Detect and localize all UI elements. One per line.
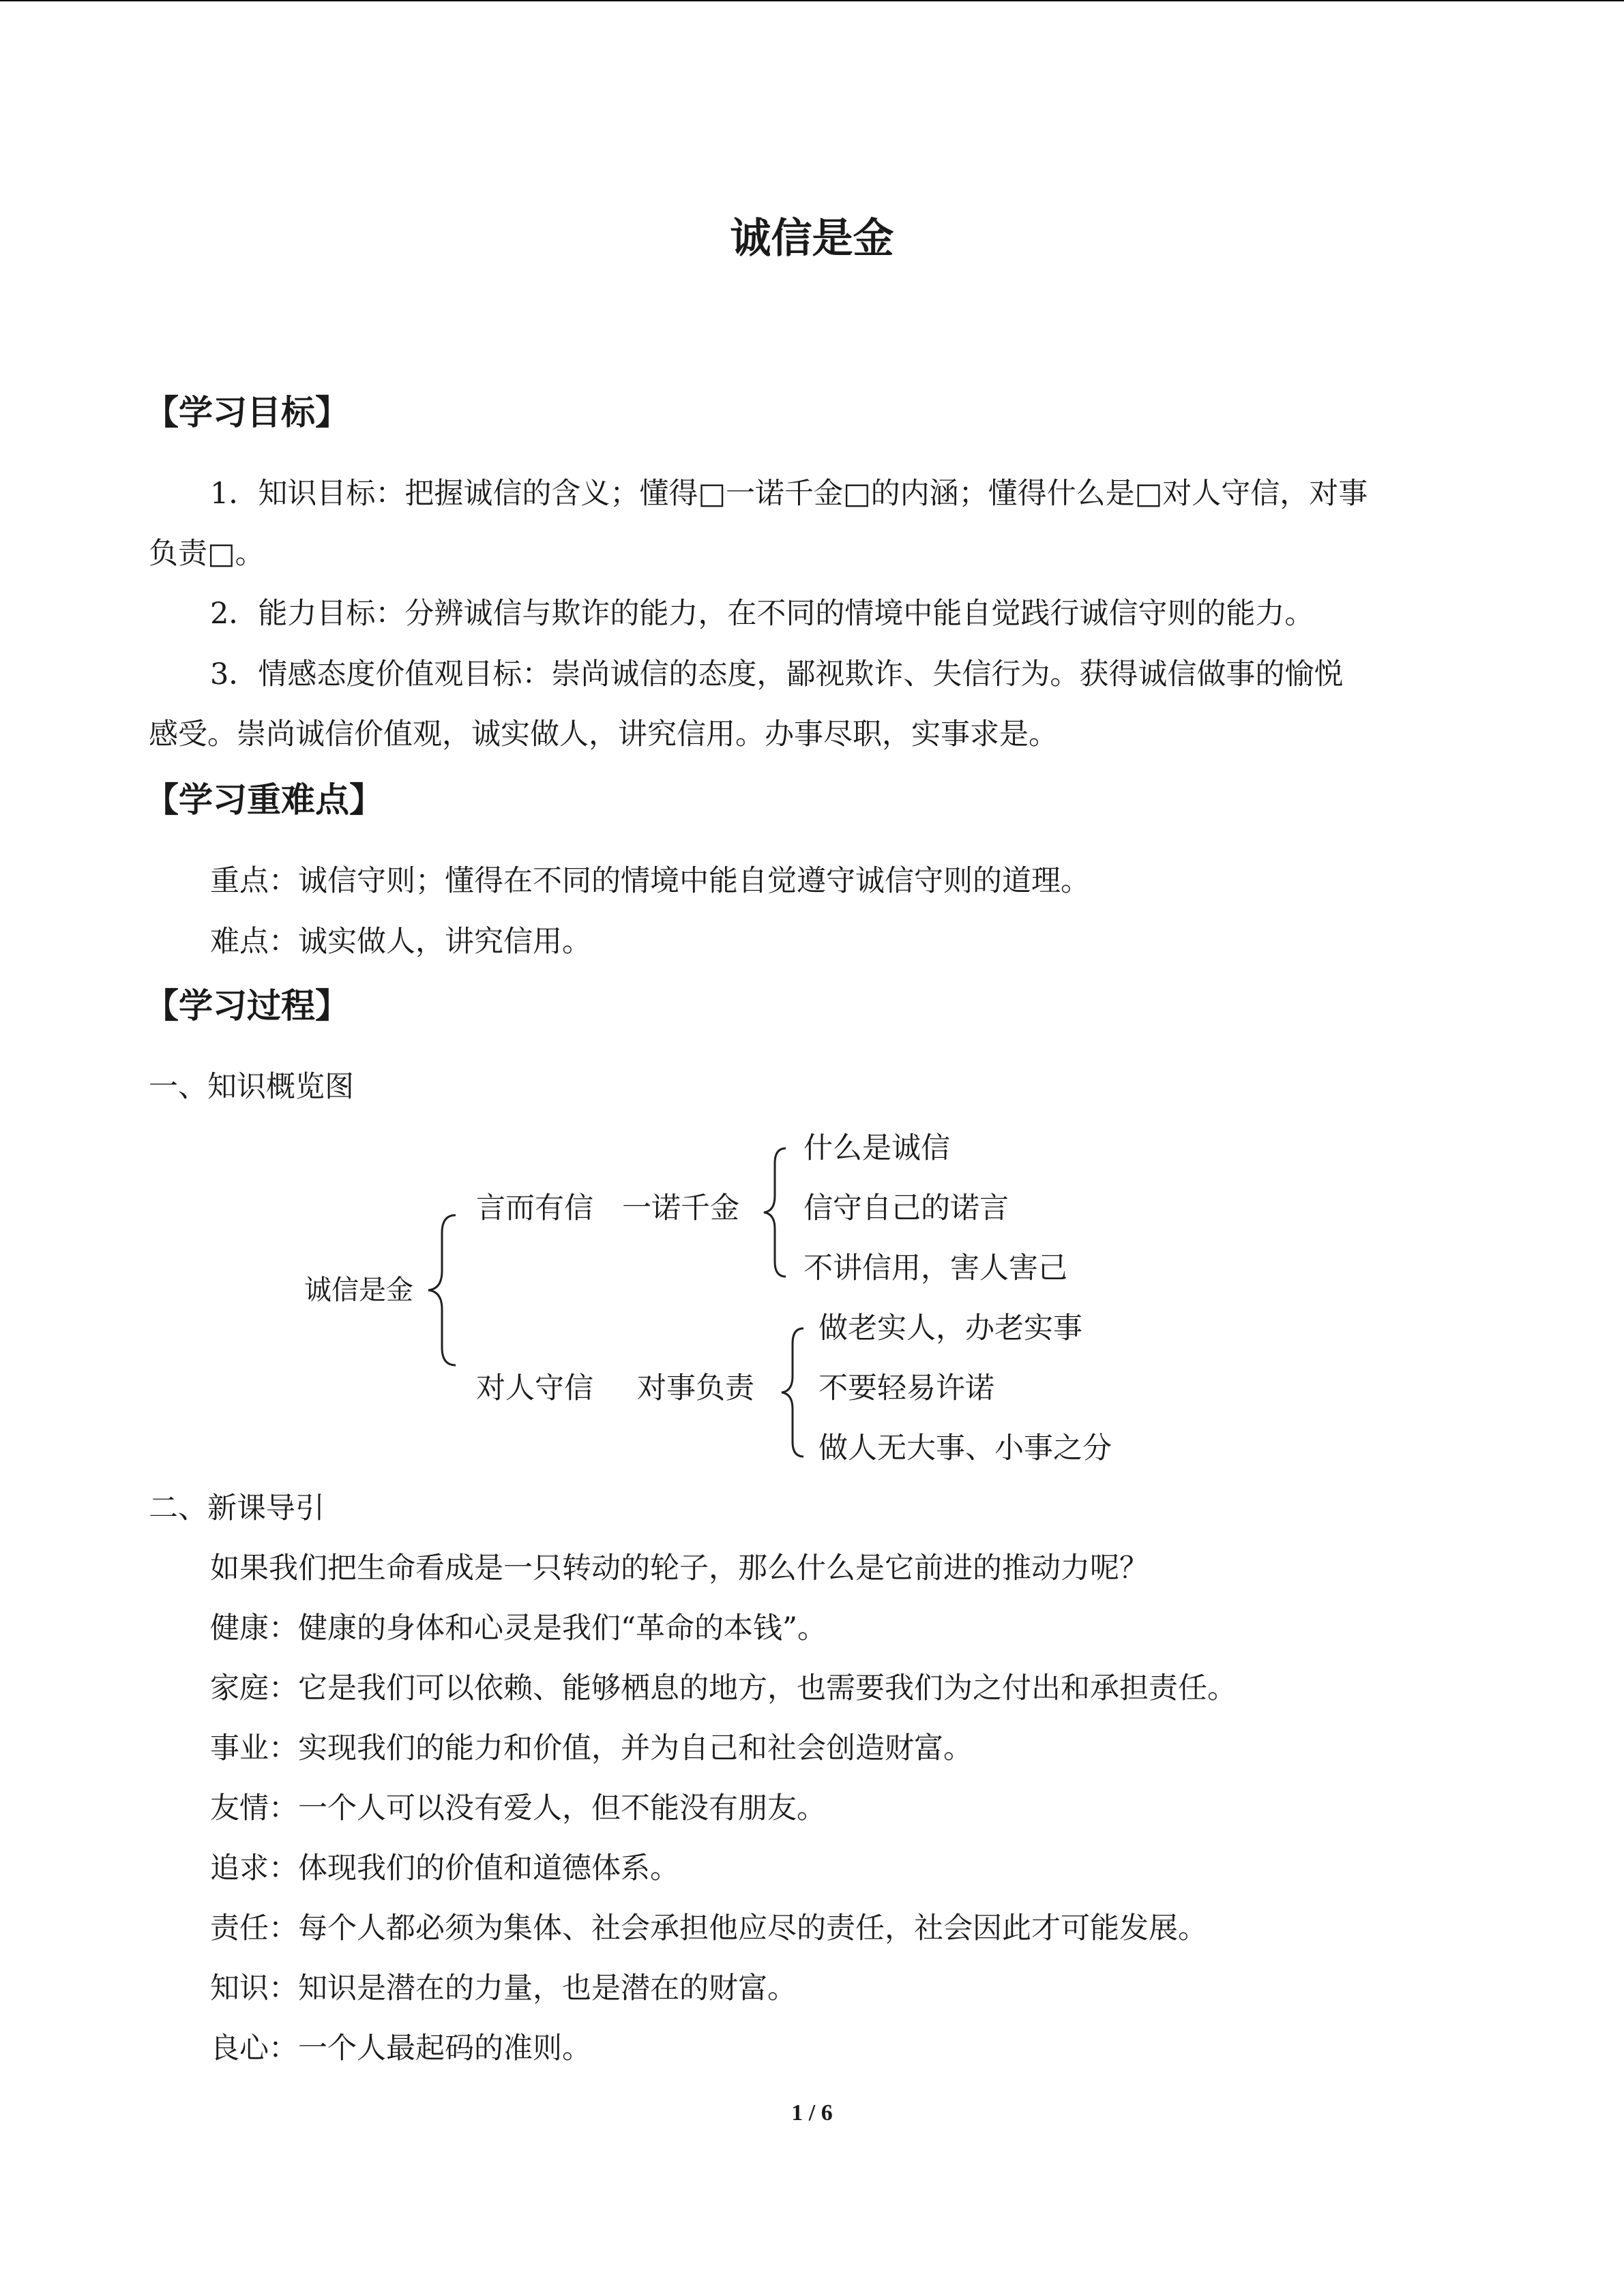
intro-line: 追求：体现我们的价值和道德体系。: [210, 1851, 679, 1885]
section-objectives-heading: 【学习目标】: [145, 393, 349, 432]
branch-1-item-1: 什么是诚信: [803, 1131, 950, 1165]
intro-line: 责任：每个人都必须为集体、社会承担他应尽的责任，社会因此才可能发展。: [210, 1911, 1207, 1945]
intro-line: 健康：健康的身体和心灵是我们“革命的本钱”。: [210, 1611, 827, 1645]
key-point-difficulty: 难点：诚实做人，讲究信用。: [210, 925, 591, 959]
branch-2-label: 对人守信: [476, 1371, 593, 1405]
branch-2-sublabel: 对事负责: [637, 1371, 754, 1405]
branch-1-sublabel: 一诺千金: [622, 1191, 739, 1225]
overview-heading: 一、知识概览图: [149, 1070, 354, 1104]
intro-line: 良心：一个人最起码的准则。: [210, 2031, 591, 2066]
intro-line: 友情：一个人可以没有爱人，但不能没有朋友。: [210, 1791, 826, 1825]
page-title: 诚信是金: [730, 215, 894, 263]
intro-line: 事业：实现我们的能力和价值，并为自己和社会创造财富。: [210, 1731, 973, 1765]
objective-3-line-1: 3．情感态度价值观目标：崇尚诚信的态度，鄙视欺诈、失信行为。获得诚信做事的愉悦: [210, 657, 1344, 691]
section-process-heading: 【学习过程】: [145, 986, 349, 1026]
overview-root: 诚信是金: [304, 1274, 413, 1306]
branch-1-label: 言而有信: [476, 1191, 593, 1225]
objective-3-line-2: 感受。崇尚诚信价值观，诚实做人，讲究信用。办事尽职，实事求是。: [149, 717, 1058, 751]
key-point-focus: 重点：诚信守则；懂得在不同的情境中能自觉遵守诚信守则的道理。: [210, 864, 1090, 898]
page-number: 1 / 6: [791, 2100, 833, 2126]
branch-2-item-1: 做老实人，办老实事: [818, 1311, 1082, 1345]
section-keypoints-heading: 【学习重难点】: [145, 780, 383, 820]
intro-line: 如果我们把生命看成是一只转动的轮子，那么什么是它前进的推动力呢？: [210, 1551, 1149, 1585]
branch-2-item-3: 做人无大事、小事之分: [818, 1431, 1112, 1465]
branch-1-item-2: 信守自己的诺言: [803, 1191, 1009, 1225]
intro-heading: 二、新课导引: [149, 1491, 325, 1525]
root-brace: [423, 1212, 464, 1368]
intro-line: 知识：知识是潜在的力量，也是潜在的财富。: [210, 1971, 797, 2006]
objective-2: 2．能力目标：分辨诚信与欺诈的能力，在不同的情境中能自觉践行诚信守则的能力。: [210, 597, 1314, 631]
branch-1-item-3: 不讲信用，害人害己: [803, 1251, 1067, 1285]
branch-2-item-2: 不要轻易许诺: [818, 1371, 994, 1405]
top-border: [0, 0, 1624, 1]
branch-1-brace: [758, 1146, 793, 1279]
intro-line: 家庭：它是我们可以依赖、能够栖息的地方，也需要我们为之付出和承担责任。: [210, 1671, 1237, 1705]
objective-1-line-1: 1．知识目标：把握诚信的含义；懂得□一诺千金□的内涵；懂得什么是□对人守信，对事: [210, 477, 1368, 511]
objective-1-line-2: 负责□。: [149, 537, 265, 571]
branch-2-brace: [776, 1326, 810, 1459]
